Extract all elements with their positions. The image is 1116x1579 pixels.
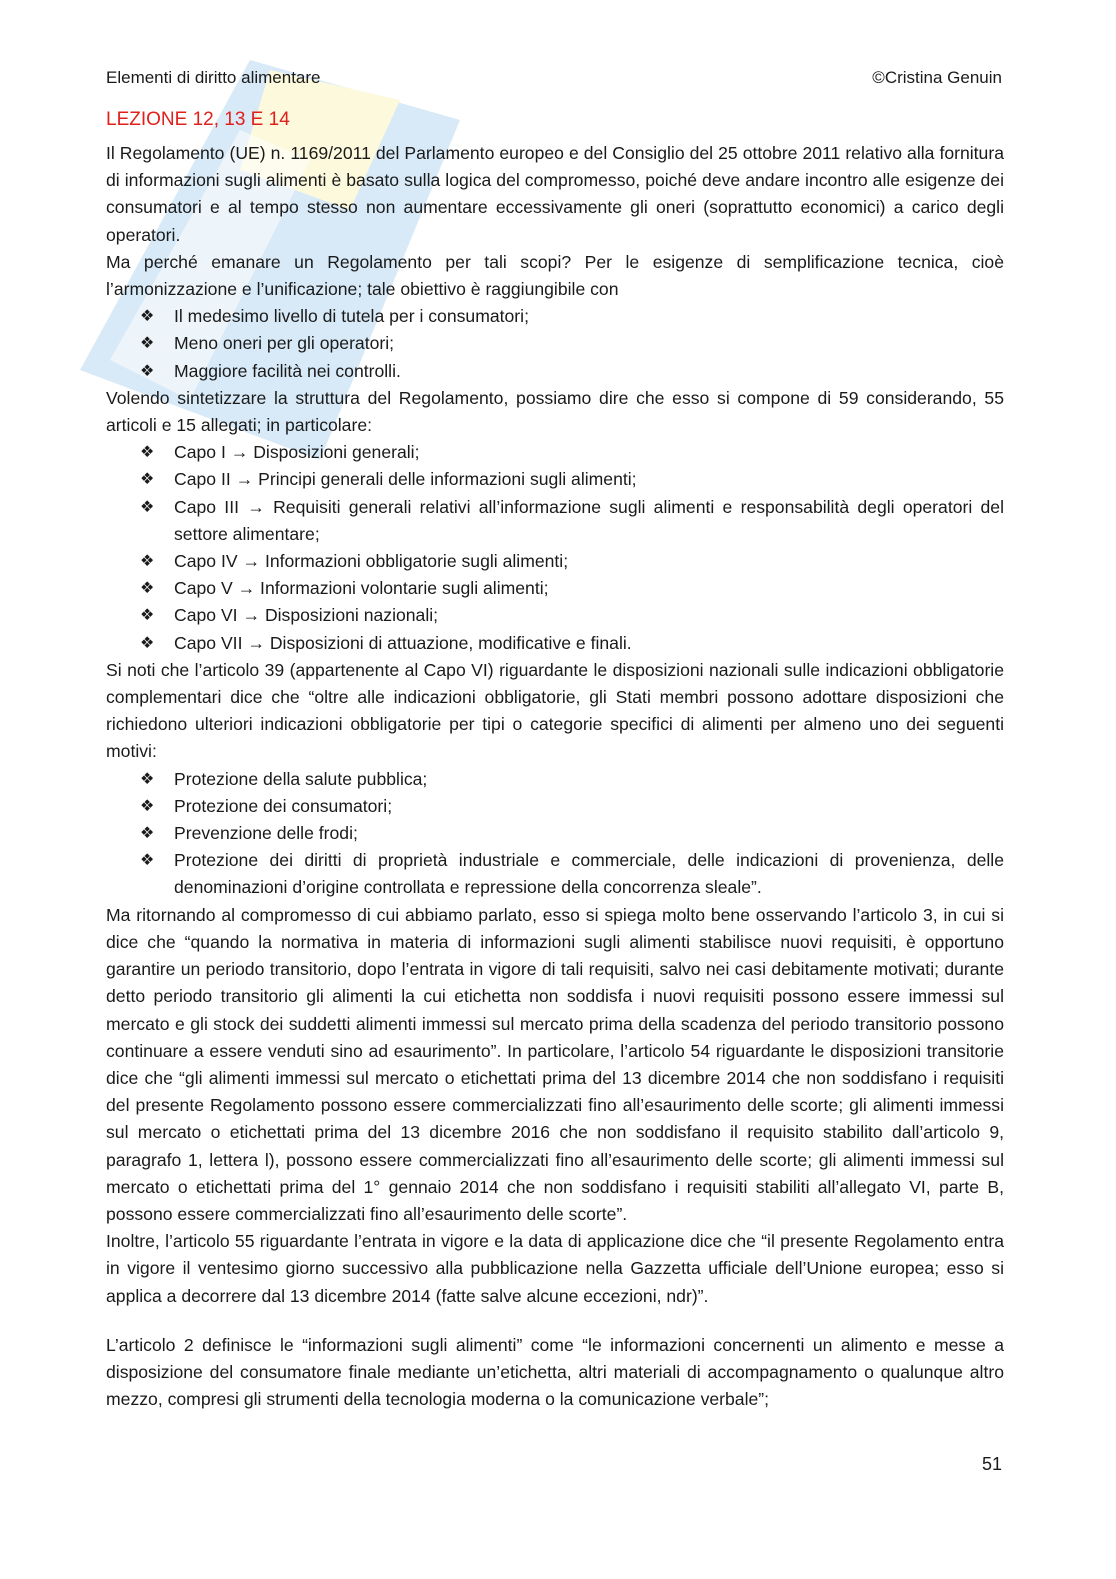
diamond-bullet-icon: ❖	[140, 825, 155, 843]
paragraph-article-39: Si noti che l’articolo 39 (appartenente al Capo VI) riguardante le disposizioni nazionali sulle indicazioni obbligatorie complementari dice che “oltre alle indicazioni obbligatorie, gli Stati membri possono adottare disposizioni che richiedono ulteriori indicazioni obbligatorie per tipi o categorie specifici di alimenti per almeno uno dei seguenti motivi:	[106, 659, 1004, 762]
diamond-bullet-icon: ❖	[140, 362, 155, 380]
list-item: ❖ Maggiore facilità nei controlli.	[140, 358, 1004, 385]
diamond-bullet-icon: ❖	[140, 444, 155, 462]
diamond-bullet-icon: ❖	[140, 553, 155, 571]
diamond-bullet-icon: ❖	[140, 308, 155, 326]
page-content	[106, 106, 1004, 1413]
list-item: ❖ Capo VI → Disposizioni nazionali;	[140, 602, 1004, 629]
diamond-bullet-icon: ❖	[140, 634, 155, 652]
diamond-bullet-icon: ❖	[140, 770, 155, 788]
list-item: ❖ Capo III → Requisiti generali relativi all’informazione sugli alimenti e responsabilità degli operatori del settore alimentare;	[140, 494, 1004, 548]
diamond-bullet-icon: ❖	[140, 852, 155, 870]
list-item: ❖ Capo IV → Informazioni obbligatorie sugli alimenti;	[140, 548, 1004, 575]
list-item: ❖ Il medesimo livello di tutela per i consumatori;	[140, 303, 1004, 330]
lesson-title: LEZIONE 12, 13 E 14	[106, 109, 290, 130]
paragraph-article-55: Inoltre, l’articolo 55 riguardante l’entrata in vigore e la data di applicazione dice che “il presente Regolamento entra in vigore il ventesimo giorno successivo alla pubblicazione nella Gazzetta ufficiale dell’Unione europea; esso si applica a decorrere dal 13 dicembre 2014 (fatte salve alcune eccezioni, ndr)”.	[106, 1231, 1004, 1306]
list-item: ❖ Meno oneri per gli operatori;	[140, 330, 1004, 357]
paragraph-structure: Volendo sintetizzare la struttura del Regolamento, possiamo dire che esso si compone di 59 considerando, 55 articoli e 15 allegati; in particolare:	[106, 387, 1004, 436]
list-item: ❖ Protezione dei consumatori;	[140, 793, 1004, 820]
list-item: ❖ Capo V → Informazioni volontarie sugli alimenti;	[140, 575, 1004, 602]
diamond-bullet-icon: ❖	[140, 335, 155, 353]
list-reasons	[106, 766, 1004, 902]
list-item: ❖ Capo II → Principi generali delle informazioni sugli alimenti;	[140, 466, 1004, 493]
page-number: 51	[981, 1454, 1002, 1474]
list-chapters	[106, 439, 1004, 657]
diamond-bullet-icon: ❖	[140, 580, 155, 598]
list-item: ❖ Capo VII → Disposizioni di attuazione, modificative e finali.	[140, 630, 1004, 657]
list-item: ❖ Protezione della salute pubblica;	[140, 766, 1004, 793]
header-author: ©Cristina Genuin	[872, 68, 1002, 87]
paragraph-intro: Il Regolamento (UE) n. 1169/2011 del Parlamento europeo e del Consiglio del 25 ottobre 2011 relativo alla fornitura di informazioni sugli alimenti è basato sulla logica del compromesso, poiché deve andare incontro alle esigenze dei consumatori e al tempo stesso non aumentare eccessivamente gli oneri (soprattutto economici) a carico degli operatori.	[106, 143, 1004, 245]
diamond-bullet-icon: ❖	[140, 797, 155, 815]
paragraph-compromise: Ma ritornando al compromesso di cui abbiamo parlato, esso si spiega molto bene osservando l’articolo 3, in cui si dice che “quando la normativa in materia di informazioni sugli alimenti stabilisce nuovi requisiti, è opportuno garantire un periodo transitorio, dopo l’entrata in vigore di tali requisiti, salvo nei casi debitamente motivati; durante detto periodo transitorio gli alimenti la cui etichetta non soddisfa i nuovi requisiti possono essere immessi sul mercato e gli stock dei suddetti alimenti immessi sul mercato prima della scadenza del periodo transitorio possono continuare a essere venduti sino ad esaurimento”. In particolare, l’articolo 54 riguardante le disposizioni transitorie dice che “gli alimenti immessi sul mercato o etichettati prima del 13 dicembre 2014 che non soddisfano i requisiti del presente Regolamento possono essere commercializzati fino all’esaurimento delle scorte; gli alimenti immessi sul mercato o etichettati prima del 13 dicembre 2016 che non soddisfano il requisito stabilito dall’articolo 9, paragrafo 1, lettera l), possono essere commercializzati fino all’esaurimento delle scorte; gli alimenti immessi sul mercato o etichettati prima del 1° gennaio 2014 che non soddisfano i requisiti stabiliti all’allegato VI, parte B, possono essere commercializzati fino all’esaurimento delle scorte”.	[106, 904, 1004, 1224]
list-item: ❖ Protezione dei diritti di proprietà industriale e commerciale, delle indicazioni di provenienza, delle denominazioni d’origine controllata e repressione della concorrenza sleale”.	[140, 847, 1004, 901]
diamond-bullet-icon: ❖	[140, 607, 155, 625]
list-objectives	[106, 303, 1004, 385]
list-item: ❖ Capo I → Disposizioni generali;	[140, 439, 1004, 466]
paragraph-article-2: L’articolo 2 definisce le “informazioni sugli alimenti” come “le informazioni concernenti un alimento e messe a disposizione del consumatore finale mediante un’etichetta, altri materiali di accompagnamento o qualunque altro mezzo, compresi gli strumenti della tecnologia moderna o la comunicazione verbale”;	[106, 1334, 1004, 1410]
paragraph-gap	[106, 1310, 1004, 1332]
list-item: ❖ Prevenzione delle frodi;	[140, 820, 1004, 847]
paragraph-why-regulation: Ma perché emanare un Regolamento per tali scopi? Per le esigenze di semplificazione tecnica, cioè l’armonizzazione e l’unificazione; tale obiettivo è raggiungibile con	[106, 251, 1004, 300]
header-document-title: Elementi di diritto alimentare	[106, 68, 321, 87]
diamond-bullet-icon: ❖	[140, 498, 155, 516]
diamond-bullet-icon: ❖	[140, 471, 155, 489]
